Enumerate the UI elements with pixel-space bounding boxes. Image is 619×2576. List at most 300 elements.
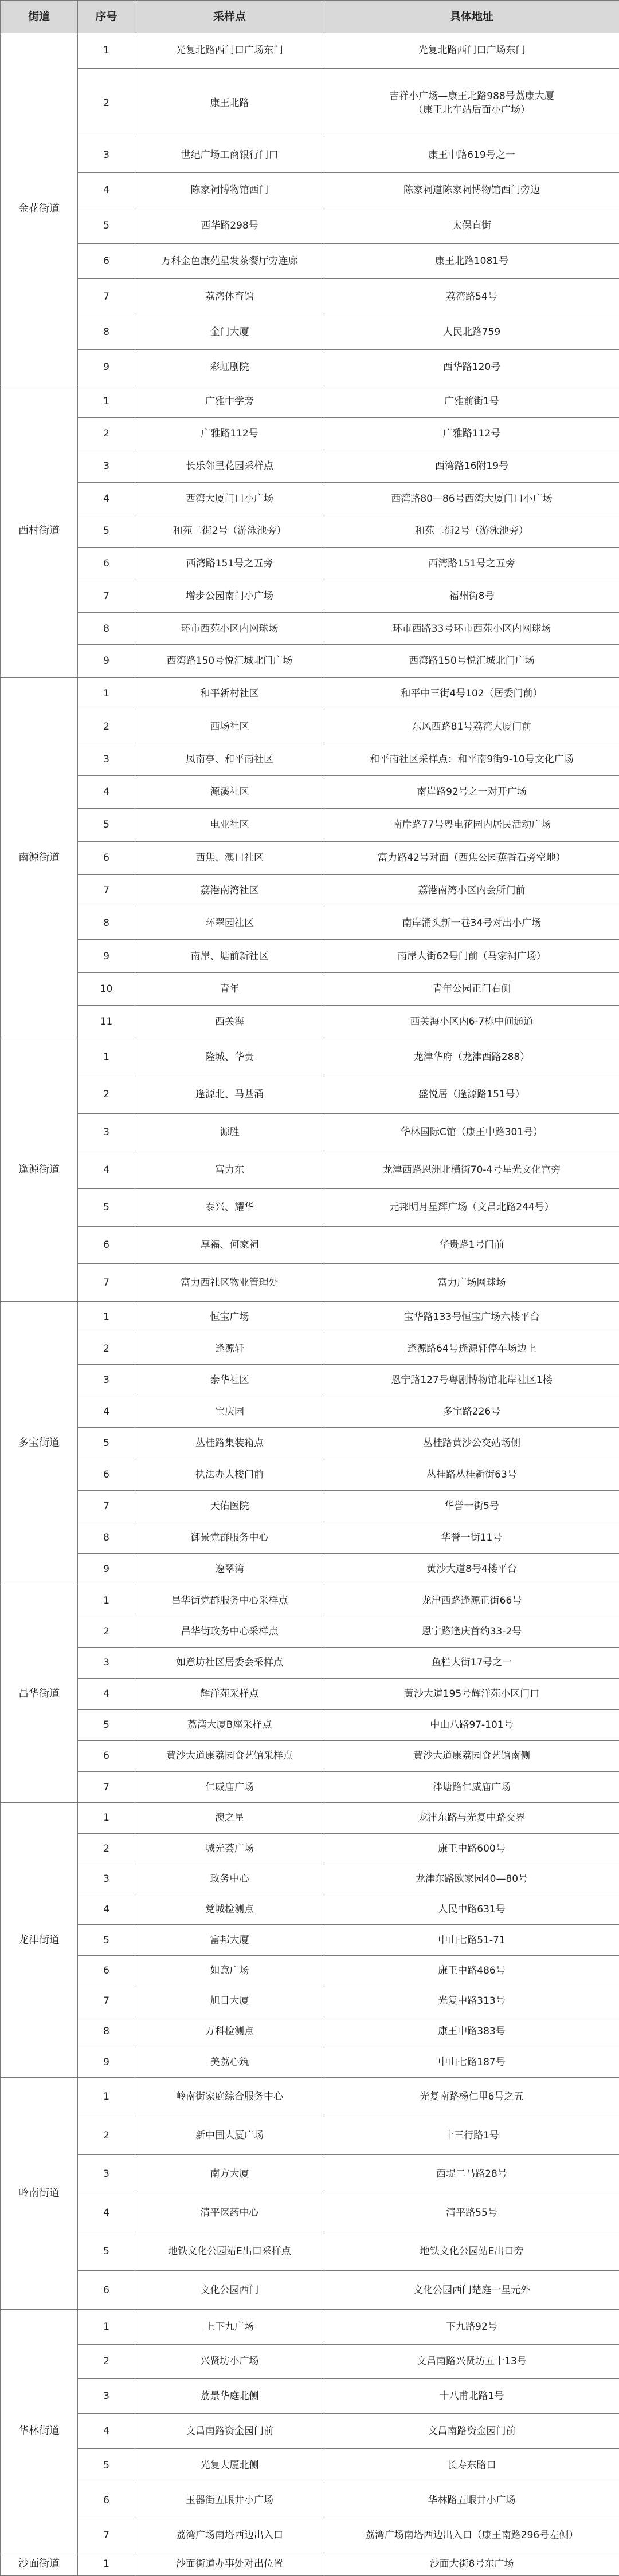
address-line: 和平南社区采样点：和平南9街9-10号文化广场 (328, 753, 616, 766)
address-line: 光复北路西门口广场东门 (328, 44, 616, 57)
address-cell (324, 1189, 619, 1227)
table-row (1, 1006, 619, 1038)
row-number-cell: 4 (78, 1151, 135, 1189)
sampling-point-cell: 西湾大厦门口小广场 (135, 482, 324, 515)
address-cell (324, 1554, 619, 1585)
header-district: 街道 (1, 1, 78, 33)
address-cell (324, 1864, 619, 1894)
sampling-point-cell: 昌华街政务中心采样点 (135, 1616, 324, 1647)
address-line: 黄沙大道8号4楼平台 (328, 1562, 616, 1576)
row-number-cell: 5 (78, 2232, 135, 2271)
table-row (1, 2413, 619, 2448)
sampling-point-cell: 泰华社区 (135, 1365, 324, 1396)
address-cell (324, 2483, 619, 2518)
address-line: 东风西路81号荔湾大厦门前 (328, 720, 616, 734)
row-number-cell: 1 (78, 1803, 135, 1833)
address-cell (324, 2154, 619, 2193)
address-cell (324, 2193, 619, 2232)
table-row (1, 972, 619, 1005)
address-cell (324, 1522, 619, 1554)
address-cell (324, 1333, 619, 1365)
row-number-cell: 4 (78, 1679, 135, 1710)
address-line: 文化公园西门楚庭一星元外 (328, 2283, 616, 2297)
address-line: 福州街8号 (328, 589, 616, 603)
sampling-point-cell: 政务中心 (135, 1864, 324, 1894)
row-number-cell: 6 (78, 1459, 135, 1491)
row-number-cell: 2 (78, 710, 135, 743)
table-row (1, 1925, 619, 1955)
sampling-point-cell: 美荔心筑 (135, 2047, 324, 2077)
address-cell (324, 314, 619, 350)
table-row (1, 2077, 619, 2116)
address-line: 泮塘路仁威庙广场 (328, 1781, 616, 1794)
row-number-cell: 6 (78, 2483, 135, 2518)
address-cell (324, 1113, 619, 1151)
row-number-cell: 1 (78, 1038, 135, 1076)
row-number-cell: 6 (78, 1226, 135, 1264)
sampling-point-cell: 辉洋苑采样点 (135, 1679, 324, 1710)
table-row (1, 2016, 619, 2047)
table-row (1, 1986, 619, 2016)
table-row (1, 279, 619, 314)
table-row (1, 208, 619, 243)
address-line: 地铁文化公园站E出口旁 (328, 2244, 616, 2258)
address-cell (324, 2271, 619, 2310)
table-row (1, 940, 619, 972)
sampling-point-cell: 电业社区 (135, 809, 324, 841)
table-row (1, 450, 619, 483)
sampling-point-cell: 荔景华庭北侧 (135, 2379, 324, 2414)
row-number-cell: 1 (78, 1585, 135, 1616)
address-cell (324, 450, 619, 483)
row-number-cell: 7 (78, 2518, 135, 2553)
row-number-cell: 3 (78, 1864, 135, 1894)
address-line: 龙津西路恩洲北横街70-4号星光文化宫旁 (328, 1163, 616, 1177)
row-number-cell: 2 (78, 68, 135, 137)
address-line: 华林国际C馆（康王中路301号） (328, 1125, 616, 1139)
address-cell (324, 2518, 619, 2553)
address-cell (324, 907, 619, 940)
sampling-point-cell: 凤南亭、和平南社区 (135, 743, 324, 775)
row-number-cell: 6 (78, 243, 135, 279)
sampling-point-cell: 光复大厦北侧 (135, 2448, 324, 2483)
sampling-point-cell: 荔港南湾社区 (135, 874, 324, 907)
row-number-cell: 1 (78, 33, 135, 69)
sampling-point-cell: 南岸、塘前新社区 (135, 940, 324, 972)
address-cell (324, 1833, 619, 1864)
sampling-point-cell: 世纪广场工商银行门口 (135, 137, 324, 173)
row-number-cell: 3 (78, 137, 135, 173)
sampling-point-cell: 清平医药中心 (135, 2193, 324, 2232)
row-number-cell: 7 (78, 1491, 135, 1522)
table-row (1, 2379, 619, 2414)
row-number-cell: 2 (78, 1833, 135, 1864)
address-line: 南岸大街62号门前（马家祠广场） (328, 950, 616, 963)
address-cell (324, 1925, 619, 1955)
row-number-cell: 11 (78, 1006, 135, 1038)
address-cell (324, 2413, 619, 2448)
row-number-cell: 2 (78, 2344, 135, 2379)
address-cell (324, 1151, 619, 1189)
row-number-cell: 3 (78, 743, 135, 775)
row-number-cell: 6 (78, 548, 135, 580)
table-row (1, 2483, 619, 2518)
address-line: 康王中路486号 (328, 1964, 616, 1978)
address-cell (324, 1396, 619, 1428)
address-cell (324, 645, 619, 678)
row-number-cell: 9 (78, 645, 135, 678)
row-number-cell: 5 (78, 208, 135, 243)
table-row (1, 580, 619, 613)
address-cell (324, 1740, 619, 1771)
address-line: 西湾路16附19号 (328, 459, 616, 473)
address-cell (324, 2448, 619, 2483)
address-line: （康王北车站后面小广场） (328, 103, 616, 117)
sampling-point-cell: 黄沙大道康荔园食艺馆采样点 (135, 1740, 324, 1771)
address-cell (324, 710, 619, 743)
address-line: 和苑二街2号（游泳池旁） (328, 524, 616, 538)
address-cell (324, 385, 619, 417)
address-line: 华誉一街5号 (328, 1499, 616, 1513)
address-cell (324, 1955, 619, 1986)
address-line: 西湾路80—86号西湾大厦门口小广场 (328, 492, 616, 506)
table-row (1, 1771, 619, 1802)
address-cell (324, 1679, 619, 1710)
sampling-point-cell: 富力东 (135, 1151, 324, 1189)
address-line: 下九路92号 (328, 2320, 616, 2334)
row-number-cell: 2 (78, 417, 135, 450)
address-cell (324, 515, 619, 548)
row-number-cell: 7 (78, 1986, 135, 2016)
sampling-point-cell: 地铁文化公园站E出口采样点 (135, 2232, 324, 2271)
address-cell (324, 1894, 619, 1925)
row-number-cell: 3 (78, 1113, 135, 1151)
table-row (1, 678, 619, 710)
address-line: 元邦明月星辉广场（文昌北路244号） (328, 1200, 616, 1214)
address-cell (324, 2016, 619, 2047)
row-number-cell: 4 (78, 173, 135, 208)
address-line: 荔湾路54号 (328, 290, 616, 304)
address-line: 富力广场网球场 (328, 1276, 616, 1290)
address-line: 康王中路600号 (328, 1842, 616, 1856)
district-cell: 南源街道 (1, 678, 78, 1038)
address-line: 黄沙大道195号辉洋苑小区门口 (328, 1687, 616, 1701)
address-line: 龙津西路逢源正街66号 (328, 1594, 616, 1608)
table-row (1, 1679, 619, 1710)
address-cell (324, 809, 619, 841)
table-row (1, 1522, 619, 1554)
row-number-cell: 7 (78, 874, 135, 907)
table-row (1, 1894, 619, 1925)
address-line: 西关海小区内6-7栋中间通道 (328, 1015, 616, 1029)
address-line: 荔港南湾小区内会所门前 (328, 884, 616, 897)
address-line: 长寿东路口 (328, 2459, 616, 2472)
address-line: 西湾路151号之五旁 (328, 557, 616, 570)
sampling-point-cell: 厚福、何家祠 (135, 1226, 324, 1264)
district-cell: 华林街道 (1, 2309, 78, 2553)
row-number-cell: 7 (78, 279, 135, 314)
sampling-point-cell: 陈家祠博物馆西门 (135, 173, 324, 208)
row-number-cell: 4 (78, 1396, 135, 1428)
table-row (1, 2047, 619, 2077)
sampling-point-cell: 兴贤坊小广场 (135, 2344, 324, 2379)
address-line: 西华路120号 (328, 360, 616, 374)
address-line: 康王北路1081号 (328, 254, 616, 268)
table-row (1, 515, 619, 548)
sampling-point-cell: 荔湾体育馆 (135, 279, 324, 314)
row-number-cell: 1 (78, 2309, 135, 2344)
table-row (1, 173, 619, 208)
sampling-point-cell: 隆城、华贵 (135, 1038, 324, 1076)
table-row (1, 68, 619, 137)
row-number-cell: 4 (78, 775, 135, 808)
sampling-point-cell: 澳之星 (135, 1803, 324, 1833)
address-line: 中山七路187号 (328, 2055, 616, 2069)
sampling-point-cell: 富邦大厦 (135, 1925, 324, 1955)
row-number-cell: 4 (78, 1894, 135, 1925)
table-row (1, 417, 619, 450)
sampling-point-cell: 御景党群服务中心 (135, 1522, 324, 1554)
address-cell (324, 972, 619, 1005)
district-cell: 多宝街道 (1, 1302, 78, 1585)
table-row (1, 1491, 619, 1522)
address-line: 中山八路97-101号 (328, 1718, 616, 1732)
address-line: 广雅前街1号 (328, 395, 616, 408)
address-line: 南岸路77号粤电花园内居民活动广场 (328, 818, 616, 832)
row-number-cell: 5 (78, 515, 135, 548)
sampling-point-cell: 增步公园南门小广场 (135, 580, 324, 613)
header-point: 采样点 (135, 1, 324, 33)
address-cell (324, 1647, 619, 1678)
sampling-point-cell: 西关海 (135, 1006, 324, 1038)
address-cell (324, 1491, 619, 1522)
table-header (1, 1, 619, 33)
row-number-cell: 5 (78, 809, 135, 841)
table-row (1, 743, 619, 775)
sampling-point-cell: 逢源轩 (135, 1333, 324, 1365)
sampling-point-cell: 玉器街五眼井小广场 (135, 2483, 324, 2518)
sampling-point-cell: 如意广场 (135, 1955, 324, 1986)
address-line: 盛悦居（逢源路151号） (328, 1088, 616, 1101)
table-row (1, 1151, 619, 1189)
row-number-cell: 10 (78, 972, 135, 1005)
sampling-point-cell: 昌华街党群服务中心采样点 (135, 1585, 324, 1616)
address-cell (324, 482, 619, 515)
row-number-cell: 9 (78, 940, 135, 972)
address-cell (324, 874, 619, 907)
row-number-cell: 3 (78, 1365, 135, 1396)
sampling-point-cell: 广雅路112号 (135, 417, 324, 450)
sampling-point-cell: 新中国大厦广场 (135, 2116, 324, 2155)
address-cell (324, 68, 619, 137)
sampling-point-cell: 岭南街家庭综合服务中心 (135, 2077, 324, 2116)
district-cell: 沙面街道 (1, 2553, 78, 2575)
sampling-point-cell: 环市西苑小区内网球场 (135, 612, 324, 645)
address-cell (324, 1264, 619, 1302)
district-cell: 昌华街道 (1, 1585, 78, 1803)
sampling-point-cell: 宝庆园 (135, 1396, 324, 1428)
address-cell (324, 137, 619, 173)
address-line: 人民中路631号 (328, 1903, 616, 1916)
sampling-point-cell: 广雅中学旁 (135, 385, 324, 417)
address-line: 陈家祠道陈家祠博物馆西门旁边 (328, 183, 616, 197)
address-cell (324, 2344, 619, 2379)
row-number-cell: 5 (78, 1189, 135, 1227)
row-number-cell: 4 (78, 482, 135, 515)
row-number-cell: 9 (78, 1554, 135, 1585)
address-cell (324, 1038, 619, 1076)
address-cell (324, 208, 619, 243)
sampling-point-cell: 逸翠湾 (135, 1554, 324, 1585)
address-cell (324, 350, 619, 385)
table-row (1, 1302, 619, 1333)
address-cell (324, 841, 619, 874)
sampling-point-cell: 上下九广场 (135, 2309, 324, 2344)
address-cell (324, 612, 619, 645)
table-row (1, 1554, 619, 1585)
address-line: 沙面大街8号东广场 (328, 2557, 616, 2571)
sampling-point-cell: 西湾路150号悦汇城北门广场 (135, 645, 324, 678)
row-number-cell: 3 (78, 2154, 135, 2193)
address-line: 宝华路133号恒宝广场六楼平台 (328, 1310, 616, 1324)
row-number-cell: 9 (78, 2047, 135, 2077)
table-row (1, 2271, 619, 2310)
sampling-point-cell: 彩虹剧院 (135, 350, 324, 385)
address-line: 人民北路759 (328, 325, 616, 339)
district-cell: 岭南街道 (1, 2077, 78, 2309)
table-row (1, 482, 619, 515)
table-row (1, 2193, 619, 2232)
row-number-cell: 2 (78, 1333, 135, 1365)
address-line: 丛桂路丛桂新街63号 (328, 1468, 616, 1482)
table-row (1, 841, 619, 874)
table-row (1, 2232, 619, 2271)
sampling-point-cell: 和苑二街2号（游泳池旁） (135, 515, 324, 548)
address-line: 吉祥小广场—康王北路988号荔康大厦 (328, 89, 616, 103)
address-line: 环市西路33号环市西苑小区内网球场 (328, 622, 616, 636)
sampling-point-cell: 金门大厦 (135, 314, 324, 350)
sampling-point-cell: 荔湾广场南塔西边出入口 (135, 2518, 324, 2553)
row-number-cell: 8 (78, 2016, 135, 2047)
address-line: 西湾路150号悦汇城北门广场 (328, 654, 616, 668)
district-cell: 逢源街道 (1, 1038, 78, 1302)
table-row (1, 1333, 619, 1365)
sampling-point-cell: 西焦、澳口社区 (135, 841, 324, 874)
address-cell (324, 1585, 619, 1616)
sampling-point-cell: 党城检测点 (135, 1894, 324, 1925)
table-row (1, 1365, 619, 1396)
address-line: 龙津东路欧家园40—80号 (328, 1872, 616, 1886)
table-row (1, 1955, 619, 1986)
address-line: 龙津华府（龙津西路288） (328, 1050, 616, 1064)
row-number-cell: 5 (78, 1925, 135, 1955)
sampling-point-cell: 长乐邻里花园采样点 (135, 450, 324, 483)
address-cell (324, 2116, 619, 2155)
address-line: 鱼栏大街17号之一 (328, 1656, 616, 1669)
address-line: 南岸路92号之一对开广场 (328, 785, 616, 799)
address-line: 康王中路619号之一 (328, 148, 616, 162)
row-number-cell: 6 (78, 841, 135, 874)
address-line: 西堤二马路28号 (328, 2167, 616, 2181)
table-row (1, 1616, 619, 1647)
table-row (1, 1113, 619, 1151)
table-row (1, 1226, 619, 1264)
sampling-point-cell: 西场社区 (135, 710, 324, 743)
sampling-point-cell: 西华路298号 (135, 208, 324, 243)
table-row (1, 2116, 619, 2155)
address-line: 中山七路51-71 (328, 1933, 616, 1947)
address-cell (324, 417, 619, 450)
sampling-point-cell: 源溪社区 (135, 775, 324, 808)
header-no: 序号 (78, 1, 135, 33)
table-row (1, 1264, 619, 1302)
sampling-point-cell: 和平新村社区 (135, 678, 324, 710)
row-number-cell: 1 (78, 2553, 135, 2575)
sampling-point-cell: 泰兴、耀华 (135, 1189, 324, 1227)
sampling-point-cell: 万科检测点 (135, 2016, 324, 2047)
sampling-point-cell: 沙面街道办事处对出位置 (135, 2553, 324, 2575)
table-row (1, 1189, 619, 1227)
address-line: 富力路42号对面（西焦公园蕉香石旁空地） (328, 851, 616, 865)
address-cell (324, 1006, 619, 1038)
table-row (1, 645, 619, 678)
address-cell (324, 1459, 619, 1491)
row-number-cell: 5 (78, 1428, 135, 1459)
table-row (1, 612, 619, 645)
row-number-cell: 8 (78, 314, 135, 350)
table-row (1, 907, 619, 940)
header-row (1, 1, 619, 33)
table-row (1, 1710, 619, 1740)
table-row (1, 1428, 619, 1459)
row-number-cell: 3 (78, 1647, 135, 1678)
sampling-point-cell: 光复北路西门口广场东门 (135, 33, 324, 69)
sampling-point-cell: 西湾路151号之五旁 (135, 548, 324, 580)
table-row (1, 33, 619, 69)
address-line: 康王中路383号 (328, 2024, 616, 2038)
address-cell (324, 243, 619, 279)
address-line: 十三行路1号 (328, 2129, 616, 2142)
header-address: 具体地址 (324, 1, 619, 33)
address-cell (324, 1986, 619, 2016)
table-row (1, 1585, 619, 1616)
table-row (1, 137, 619, 173)
sampling-point-cell: 文昌南路资金园门前 (135, 2413, 324, 2448)
row-number-cell: 6 (78, 1955, 135, 1986)
address-cell (324, 1710, 619, 1740)
table-row (1, 548, 619, 580)
address-cell (324, 1803, 619, 1833)
address-cell (324, 2309, 619, 2344)
row-number-cell: 2 (78, 1616, 135, 1647)
address-line: 文昌南路兴贤坊五十13号 (328, 2354, 616, 2368)
sampling-point-cell: 文化公园西门 (135, 2271, 324, 2310)
address-cell (324, 1616, 619, 1647)
sampling-point-cell: 南方大厦 (135, 2154, 324, 2193)
sampling-point-cell: 恒宝广场 (135, 1302, 324, 1333)
sampling-point-cell: 执法办大楼门前 (135, 1459, 324, 1491)
address-line: 华林路五眼井小广场 (328, 2494, 616, 2507)
table-row (1, 710, 619, 743)
table-row (1, 1803, 619, 1833)
table-row (1, 2553, 619, 2575)
address-line: 文昌南路资金园门前 (328, 2424, 616, 2438)
table-row (1, 1864, 619, 1894)
sampling-point-cell: 城光荟广场 (135, 1833, 324, 1864)
address-line: 光复南路杨仁里6号之五 (328, 2090, 616, 2104)
row-number-cell: 3 (78, 2379, 135, 2414)
table-row (1, 1396, 619, 1428)
